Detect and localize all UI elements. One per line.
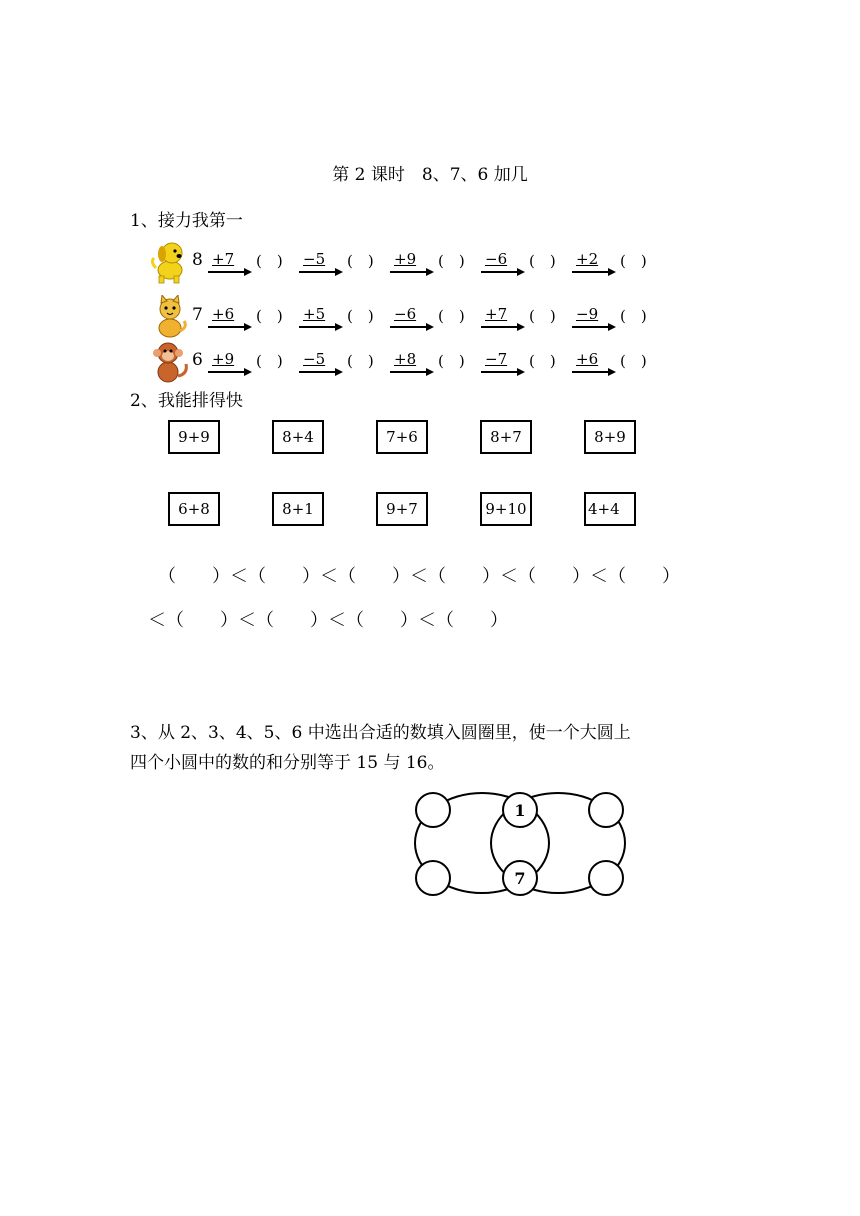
start-number: 6 (192, 350, 203, 370)
relay-step (200, 299, 292, 339)
answer-blank: ( ) (620, 252, 647, 270)
answer-blank: ( ) (620, 352, 647, 370)
operation: −9 (576, 305, 599, 323)
start-number: 8 (192, 250, 203, 270)
answer-blank: ( ) (529, 307, 556, 325)
arrow-icon (208, 368, 252, 376)
section-1-heading: 1、接力我第一 (130, 211, 243, 231)
small-circle (416, 793, 450, 827)
operation: +9 (212, 350, 235, 368)
expression-box: 9+7 (376, 492, 428, 526)
expression-box: 8+7 (480, 420, 532, 454)
arrow-icon (481, 268, 525, 276)
operation: +7 (485, 305, 508, 323)
small-circle (589, 793, 623, 827)
question-3-line-2: 四个小圆中的数的和分别等于 15 与 16。 (130, 753, 445, 773)
operation: −7 (485, 350, 508, 368)
operation: +7 (212, 250, 235, 268)
answer-blank: ( ) (256, 307, 283, 325)
monkey-icon (148, 340, 190, 384)
answer-blank: ( ) (438, 252, 465, 270)
circle-bottom-number: 7 (514, 869, 526, 888)
relay-step (291, 344, 383, 384)
expression-box: 9+9 (168, 420, 220, 454)
answer-blank: ( ) (347, 307, 374, 325)
small-circle (589, 861, 623, 895)
small-circle (416, 861, 450, 895)
expression-box: 9+10 (480, 492, 532, 526)
arrow-icon (572, 268, 616, 276)
expression-box: 8+9 (584, 420, 636, 454)
arrow-icon (481, 368, 525, 376)
expression-box: 6+8 (168, 492, 220, 526)
arrow-icon (299, 368, 343, 376)
relay-step (200, 244, 292, 284)
chain-row-1 (148, 240, 708, 284)
expression-box: 7+6 (376, 420, 428, 454)
arrow-icon (299, 323, 343, 331)
arrow-icon (572, 368, 616, 376)
expression-box: 8+1 (272, 492, 324, 526)
answer-blank: ( ) (256, 252, 283, 270)
expression-box: 4+4 (584, 492, 636, 526)
cat-icon (148, 295, 190, 339)
operation: −6 (394, 305, 417, 323)
circle-top-number: 1 (514, 801, 526, 820)
operation: +5 (303, 305, 326, 323)
page-title: 第 2 课时 8、7、6 加几 (332, 165, 528, 185)
chain-row-3 (148, 340, 708, 384)
section-2-heading: 2、我能排得快 (130, 391, 243, 411)
relay-step (473, 344, 565, 384)
expression-box: 8+4 (272, 420, 324, 454)
operation: −6 (485, 250, 508, 268)
order-line-1: （ ）＜（ ）＜（ ）＜（ ）＜（ ）＜（ ） (158, 566, 680, 587)
answer-blank: ( ) (438, 307, 465, 325)
answer-blank: ( ) (347, 352, 374, 370)
relay-step (564, 344, 656, 384)
relay-step (473, 244, 565, 284)
question-3-line-1: 3、从 2、3、4、5、6 中选出合适的数填入圆圈里，使一个大圆上 (130, 723, 631, 743)
operation: +2 (576, 250, 599, 268)
answer-blank: ( ) (347, 252, 374, 270)
arrow-icon (208, 323, 252, 331)
relay-step (382, 344, 474, 384)
answer-blank: ( ) (438, 352, 465, 370)
operation: +6 (576, 350, 599, 368)
operation: −5 (303, 350, 326, 368)
arrow-icon (572, 323, 616, 331)
arrow-icon (481, 323, 525, 331)
arrow-icon (390, 268, 434, 276)
relay-step (291, 299, 383, 339)
arrow-icon (299, 268, 343, 276)
relay-step (382, 244, 474, 284)
operation: +8 (394, 350, 417, 368)
order-line-2: ＜（ ）＜（ ）＜（ ）＜（ ） (148, 610, 508, 631)
relay-step (564, 299, 656, 339)
relay-step (291, 244, 383, 284)
operation: −5 (303, 250, 326, 268)
answer-blank: ( ) (529, 352, 556, 370)
arrow-icon (208, 268, 252, 276)
dog-icon (148, 240, 190, 284)
operation: +6 (212, 305, 235, 323)
arrow-icon (390, 368, 434, 376)
relay-step (382, 299, 474, 339)
arrow-icon (390, 323, 434, 331)
relay-step (564, 244, 656, 284)
start-number: 7 (192, 305, 203, 325)
answer-blank: ( ) (256, 352, 283, 370)
circles-diagram (410, 786, 630, 900)
answer-blank: ( ) (529, 252, 556, 270)
answer-blank: ( ) (620, 307, 647, 325)
operation: +9 (394, 250, 417, 268)
relay-step (200, 344, 292, 384)
chain-row-2 (148, 295, 708, 339)
relay-step (473, 299, 565, 339)
